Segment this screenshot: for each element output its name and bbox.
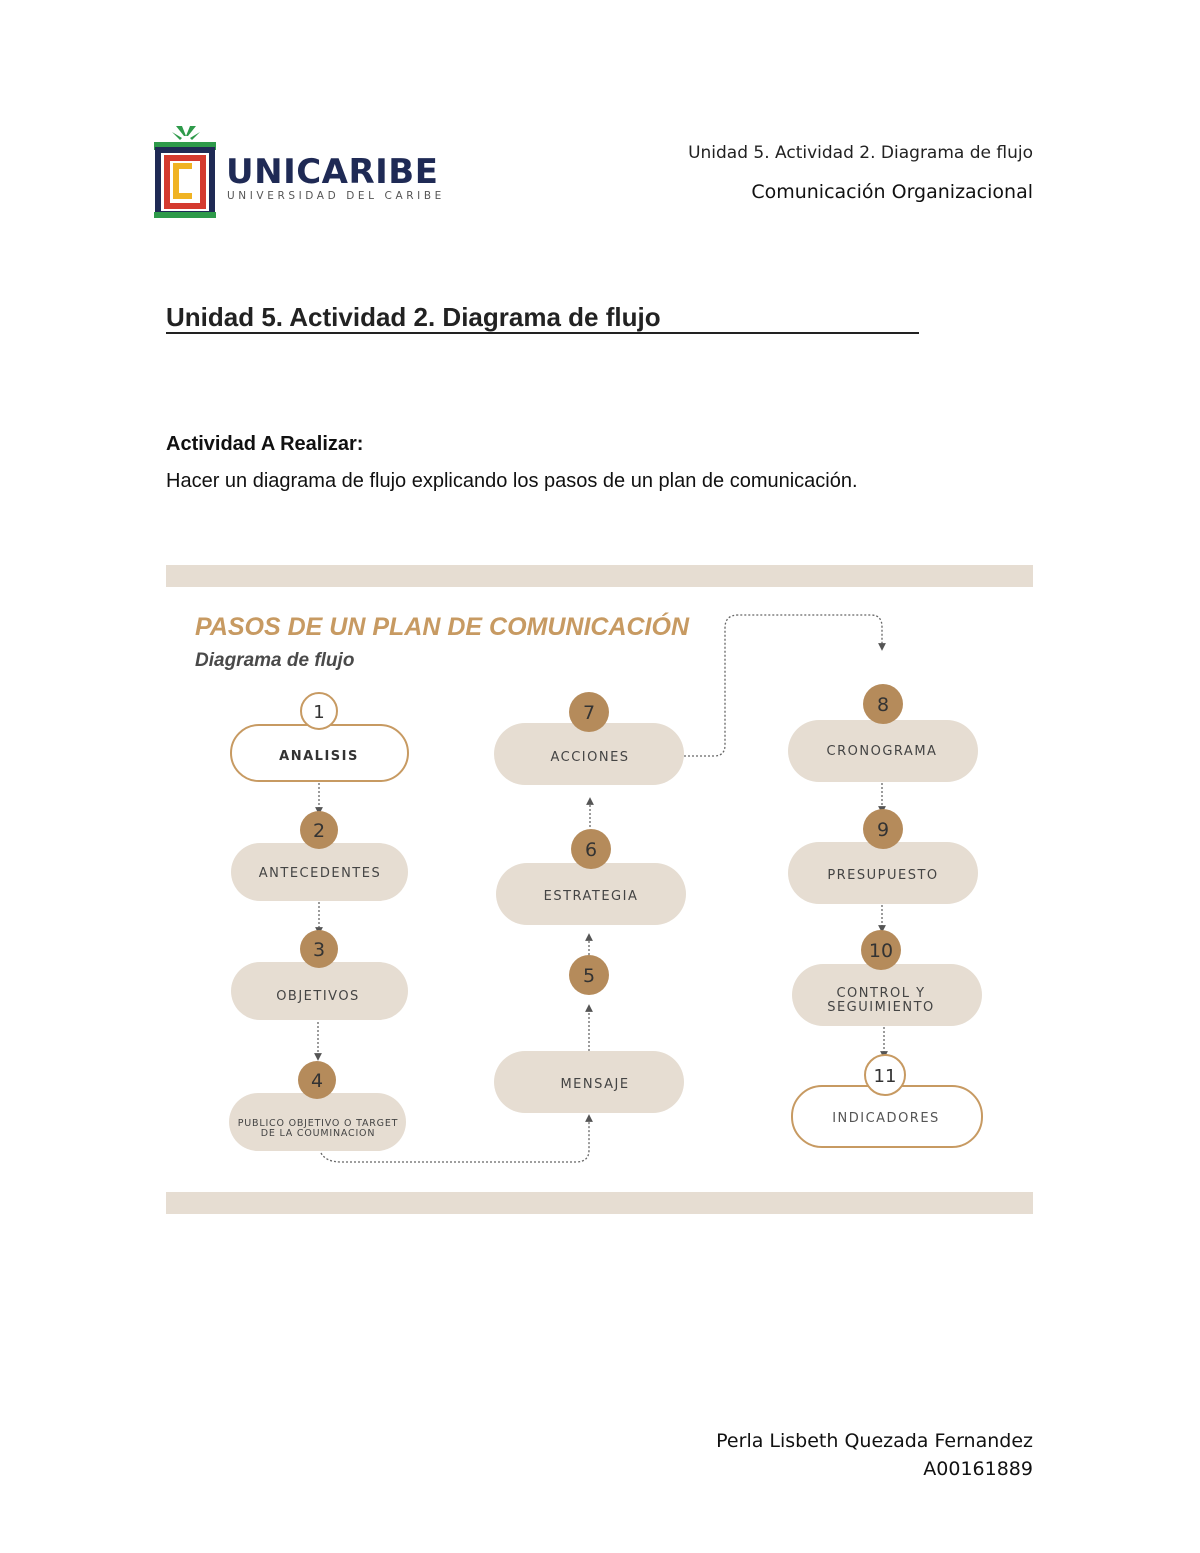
step-11-label: INDICADORES xyxy=(832,1111,940,1126)
step-9 xyxy=(788,809,978,904)
step-7-label: ACCIONES xyxy=(550,750,630,765)
step-2-number: 2 xyxy=(312,820,326,842)
header-course: Comunicación Organizacional xyxy=(751,181,1033,203)
step-11 xyxy=(792,1055,982,1147)
step-5-number: 5 xyxy=(582,965,596,987)
step-3-number: 3 xyxy=(312,939,326,961)
step-2-label: ANTECEDENTES xyxy=(258,866,382,881)
activity-description: Hacer un diagrama de flujo explicando los pasos de un plan de comunicación. xyxy=(166,470,858,492)
step-3-label: OBJETIVOS xyxy=(276,989,360,1004)
step-10 xyxy=(792,930,982,1026)
step-5-label: MENSAJE xyxy=(560,1077,630,1092)
step-10-label-line1: CONTROL Y xyxy=(836,986,926,1001)
step-7 xyxy=(494,692,684,785)
header-activity: Unidad 5. Actividad 2. Diagrama de flujo xyxy=(688,143,1033,163)
step-6 xyxy=(496,829,686,925)
flowchart-infographic xyxy=(166,565,1033,1215)
step-10-label-line2: SEGUIMIENTO xyxy=(827,1000,935,1015)
step-1-label: ANALISIS xyxy=(279,749,359,764)
step-10-number: 10 xyxy=(868,940,894,962)
step-9-label: PRESUPUESTO xyxy=(827,868,939,883)
step-3 xyxy=(231,930,408,1020)
title-underline xyxy=(166,332,919,334)
step-1-number: 1 xyxy=(313,702,325,723)
step-1 xyxy=(231,693,408,781)
flowchart-subtitle: Diagrama de flujo xyxy=(195,650,355,671)
step-6-number: 6 xyxy=(584,839,598,861)
step-7-number: 7 xyxy=(582,702,596,724)
flowchart-canvas xyxy=(166,565,1033,1215)
step-11-number: 11 xyxy=(873,1066,897,1087)
author-id: A00161889 xyxy=(923,1458,1033,1480)
step-6-label: ESTRATEGIA xyxy=(543,889,639,904)
step-8-label: CRONOGRAMA xyxy=(826,744,938,759)
step-4-label-line1: PUBLICO OBJETIVO O TARGET xyxy=(237,1118,399,1129)
step-4-label-line2: DE LA COUMINACION xyxy=(260,1128,376,1139)
step-8 xyxy=(788,684,978,782)
step-9-number: 9 xyxy=(876,819,890,841)
author-name: Perla Lisbeth Quezada Fernandez xyxy=(716,1430,1033,1452)
flowchart-title: PASOS DE UN PLAN DE COMUNICACIÓN xyxy=(195,613,690,641)
document-title: Unidad 5. Actividad 2. Diagrama de flujo xyxy=(166,302,661,332)
logo-wordmark: UNICARIBE xyxy=(226,152,439,192)
step-4 xyxy=(229,1061,406,1151)
activity-label: Actividad A Realizar: xyxy=(166,433,364,455)
logo-subtitle: UNIVERSIDAD DEL CARIBE xyxy=(227,190,445,202)
step-2 xyxy=(231,811,408,901)
step-4-number: 4 xyxy=(310,1070,324,1092)
step-8-number: 8 xyxy=(876,694,890,716)
